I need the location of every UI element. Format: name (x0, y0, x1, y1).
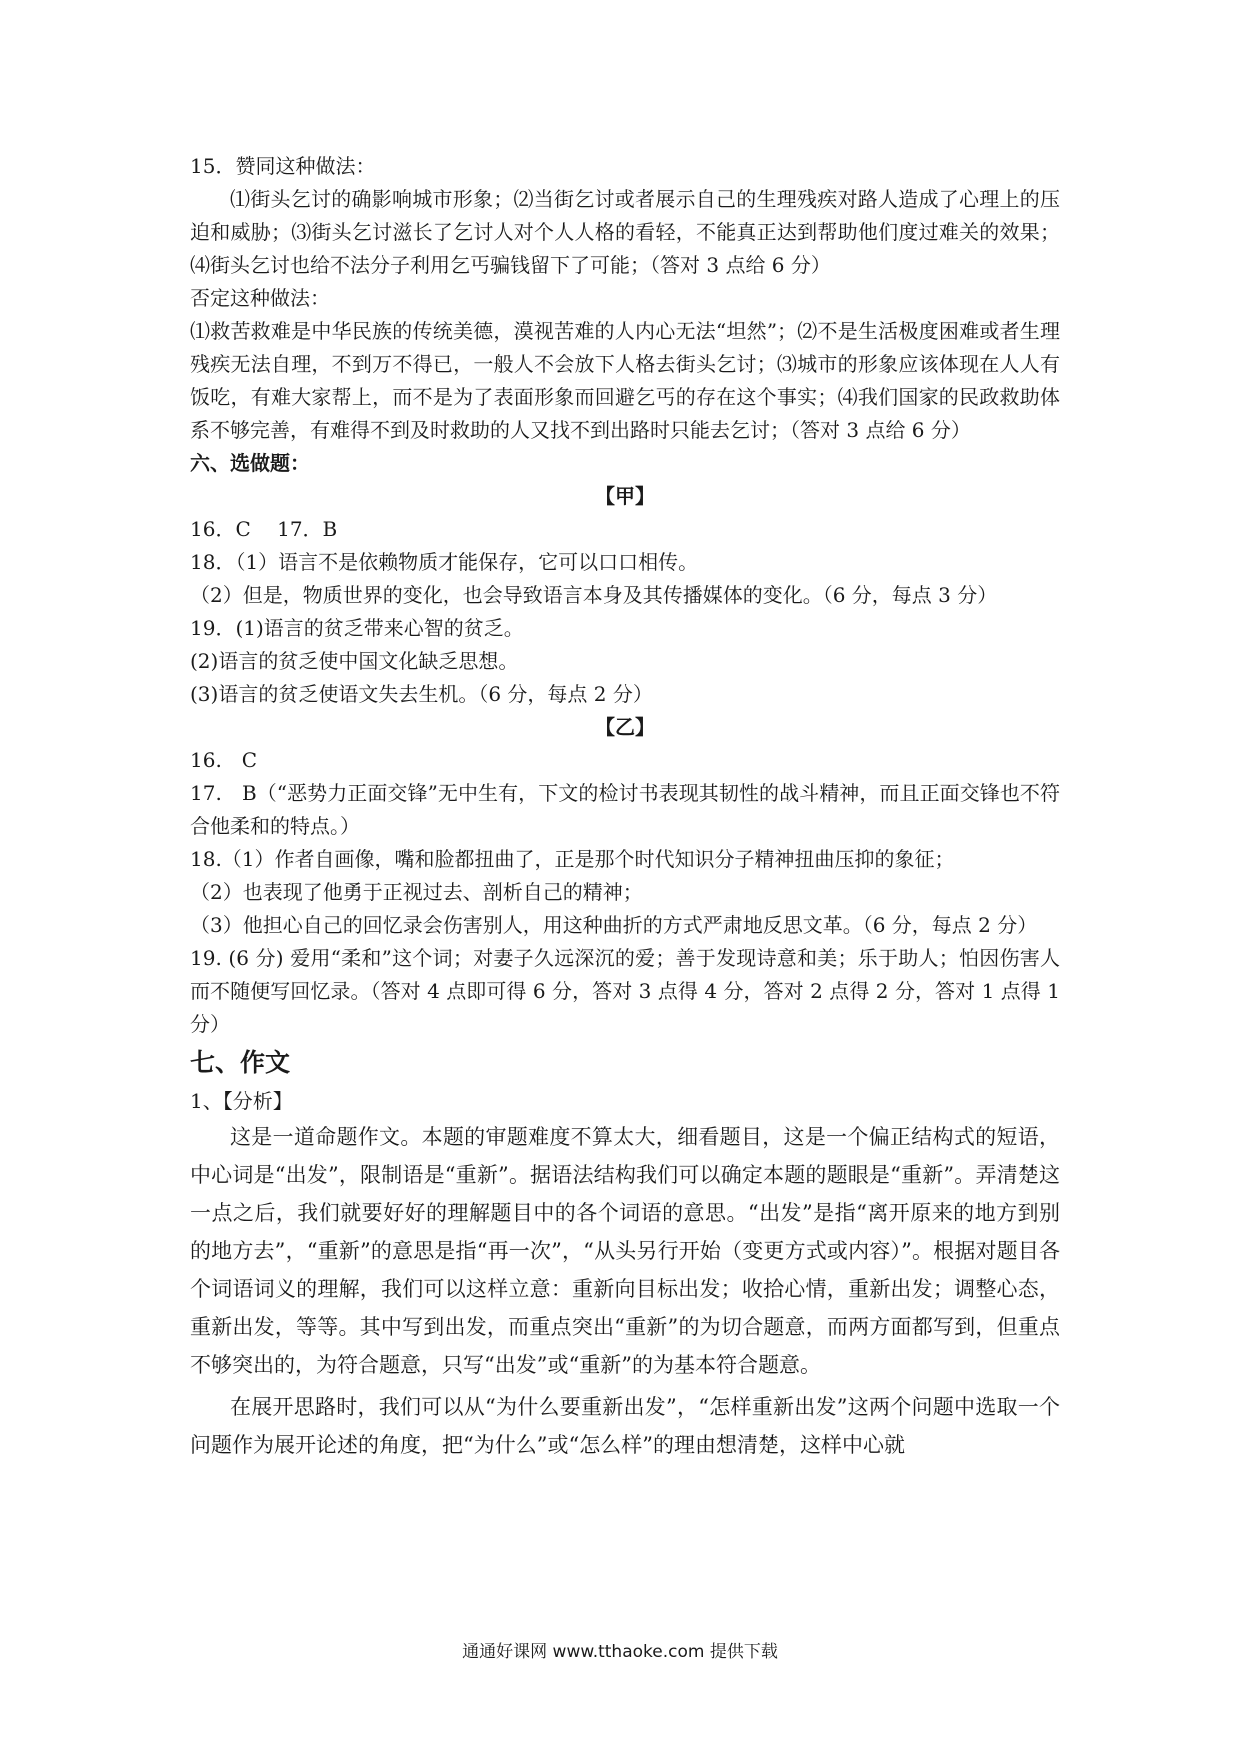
jia-line-6: (3)语言的贫乏使语文失去生机。（6 分，每点 2 分） (190, 682, 653, 706)
jia-line-1: 16．C 17．B (190, 517, 338, 541)
essay-paragraph-1: 这是一道命题作文。本题的审题难度不算太大，细看题目，这是一个偏正结构式的短语，中心词是“出发”，限制语是“重新”。据语法结构我们可以确定本题的题眼是“重新”。弄清楚这一点之后，我们就要好好的理解题目中的各个词语的意思。“出发”是指“离开原来的地方到别的地方去”，“重新”的意思是指“再一次”，“从头另行开始（变更方式或内容）”。根据对题目各个词语词义的理解，我们可以这样立意：重新向目标出发；收拾心情，重新出发；调整心态，重新出发，等等。其中写到出发，而重点突出“重新”的为切合题意，而两方面都写到，但重点不够突出的，为符合题意，只写“出发”或“重新”的为基本符合题意。 (190, 1125, 1060, 1377)
yi-line-5: （3）他担心自己的回忆录会伤害别人，用这种曲折的方式严肃地反思文革。（6 分，每点 2 分） (190, 913, 1038, 937)
section6-yi-label: 【乙】 (595, 715, 655, 739)
yi-line-4: （2）也表现了他勇于正视过去、剖析自己的精神； (190, 880, 643, 904)
q15-heading: 15．赞同这种做法： (190, 154, 376, 178)
q15-disagree-text: ⑴救苦救难是中华民族的传统美德，漠视苦难的人内心无法“坦然”；⑵不是生活极度困难或者生理残疾无法自理，不到万不得已，一般人不会放下人格去街头乞讨；⑶城市的形象应该体现在人人有饭吃，有难大家帮上，而不是为了表面形象而回避乞丐的存在这个事实；⑷我们国家的民政救助体系不够完善，有难得不到及时救助的人又找不到出路时只能去乞讨；（答对 3 点给 6 分） (190, 319, 1060, 442)
jia-line-5: (2)语言的贫乏使中国文化缺乏思想。 (190, 649, 519, 673)
jia-line-3: （2）但是，物质世界的变化，也会导致语言本身及其传播媒体的变化。（6 分，每点 3 分） (190, 583, 998, 607)
page-footer: 通通好课网 www.tthaoke.com 提供下载 (462, 1642, 778, 1662)
section7-heading: 七、作文 (190, 1048, 291, 1077)
essay-paragraph-2: 在展开思路时，我们可以从“为什么要重新出发”，“怎样重新出发”这两个问题中选取一个问题作为展开论述的角度，把“为什么”或“怎么样”的理由想清楚，这样中心就 (190, 1395, 1060, 1457)
yi-line-6: 19. (6 分) 爱用“柔和”这个词；对妻子久远深沉的爱；善于发现诗意和美；乐于助人；怕因伤害人而不随便写回忆录。（答对 4 点即可得 6 分，答对 3 点得 4 分，答对 2 点得 2 分，答对 1 点得 1 分） (190, 946, 1060, 1036)
q15-agree-text: ⑴街头乞讨的确影响城市形象；⑵当街乞讨或者展示自己的生理残疾对路人造成了心理上的压迫和威胁；⑶街头乞讨滋长了乞讨人对个人人格的看轻，不能真正达到帮助他们度过难关的效果；⑷街头乞讨也给不法分子利用乞丐骗钱留下了可能；（答对 3 点给 6 分） (190, 187, 1060, 277)
jia-line-4: 19．(1)语言的贫乏带来心智的贫乏。 (190, 616, 524, 640)
q15-disagree-heading: 否定这种做法： (190, 286, 330, 310)
yi-line-3: 18.（1）作者自画像，嘴和脸都扭曲了，正是那个时代知识分子精神扭曲压抑的象征； (190, 847, 955, 871)
jia-line-2: 18．（1）语言不是依赖物质才能保存，它可以口口相传。 (190, 550, 699, 574)
section6-jia-label: 【甲】 (595, 484, 655, 508)
section6-heading: 六、选做题： (190, 451, 310, 475)
essay-analysis (190, 1118, 1060, 1464)
yi-line-2: 17. B（“恶势力正面交锋”无中生有，下文的检讨书表现其韧性的战斗精神，而且正面交锋也不符合他柔和的特点。） (190, 781, 1060, 838)
document-body (190, 150, 1060, 1468)
section7-subheading: 1、【分析】 (190, 1089, 293, 1113)
yi-line-1: 16. C (190, 748, 258, 772)
